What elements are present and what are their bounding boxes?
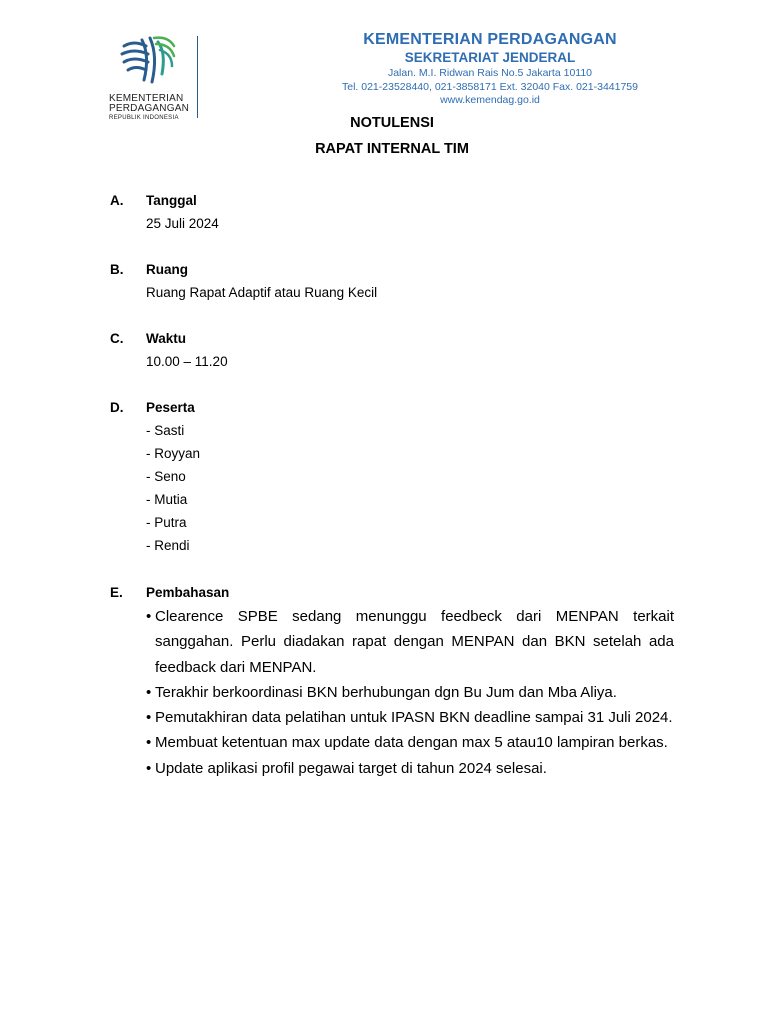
section-letter: C. bbox=[110, 331, 124, 346]
participant-item: - Putra bbox=[146, 515, 187, 530]
document-subtitle: RAPAT INTERNAL TIM bbox=[315, 141, 469, 157]
room-value: Ruang Rapat Adaptif atau Ruang Kecil bbox=[146, 285, 378, 300]
org-name: KEMENTERIAN PERDAGANGAN bbox=[363, 31, 617, 48]
participant-item: - Sasti bbox=[146, 423, 185, 438]
bullet-icon: • bbox=[146, 683, 152, 701]
ministry-logo bbox=[108, 34, 208, 124]
org-unit: SEKRETARIAT JENDERAL bbox=[404, 50, 576, 65]
discussion-text: Update aplikasi profil pegawai target di tahun 2024 selesai. bbox=[155, 759, 547, 777]
letterhead bbox=[0, 0, 768, 121]
logo-line-1: KEMENTERIAN bbox=[109, 93, 184, 104]
letterhead-divider bbox=[197, 36, 198, 118]
discussion-item bbox=[146, 680, 674, 705]
org-website: www.kemendag.go.id bbox=[440, 94, 540, 106]
document-title: NOTULENSI bbox=[350, 115, 434, 131]
participant-item: - Royyan bbox=[146, 446, 201, 461]
section-heading: Pembahasan bbox=[146, 585, 230, 600]
bullet-icon: • bbox=[146, 608, 152, 625]
org-phone: Tel. 021-23528440, 021-3858171 Ext. 32040 Fax. 021-3441759 bbox=[342, 80, 638, 93]
discussion-text: Membuat ketentuan max update data dengan max 5 atau10 lampiran berkas. bbox=[155, 734, 668, 752]
section-heading: Peserta bbox=[146, 400, 195, 415]
org-address: Jalan. M.I. Ridwan Rais No.5 Jakarta 10110 bbox=[387, 67, 593, 79]
logo-line-2: PERDAGANGAN bbox=[109, 103, 189, 114]
org-block bbox=[320, 30, 660, 108]
logo-line-3: REPUBLIK INDONESIA bbox=[109, 115, 179, 121]
participant-item: - Mutia bbox=[146, 492, 188, 507]
section-heading: Ruang bbox=[146, 262, 188, 277]
section-letter: E. bbox=[110, 585, 123, 600]
bullet-icon: • bbox=[146, 709, 152, 727]
section-letter: A. bbox=[110, 193, 124, 208]
bullet-icon: • bbox=[146, 734, 152, 752]
date-value: 25 Juli 2024 bbox=[146, 216, 219, 231]
discussion-list bbox=[146, 604, 674, 781]
ministry-emblem-icon bbox=[120, 34, 178, 86]
discussion-text: Terakhir berkoordinasi BKN berhubungan dgn Bu Jum dan Mba Aliya. bbox=[155, 683, 617, 701]
discussion-text: Pemutakhiran data pelatihan untuk IPASN BKN deadline sampai 31 Juli 2024. bbox=[155, 709, 673, 727]
section-heading: Tanggal bbox=[146, 193, 197, 208]
section-letter: D. bbox=[110, 400, 124, 415]
discussion-item bbox=[146, 604, 674, 680]
participant-item: - Rendi bbox=[146, 538, 190, 553]
time-value: 10.00 – 11.20 bbox=[146, 354, 228, 369]
section-letter: B. bbox=[110, 262, 124, 277]
bullet-icon: • bbox=[146, 759, 152, 777]
section-heading: Waktu bbox=[146, 331, 186, 346]
participant-item: - Seno bbox=[146, 469, 186, 484]
discussion-text: Clearence SPBE sedang menunggu feedbeck dari MENPAN terkait sanggahan. Perlu diadakan rapat dengan MENPAN dan BKN setelah ada feedback dari MENPAN. bbox=[155, 608, 674, 676]
discussion-item bbox=[146, 705, 674, 730]
discussion-item bbox=[146, 756, 674, 781]
discussion-item bbox=[146, 730, 674, 755]
